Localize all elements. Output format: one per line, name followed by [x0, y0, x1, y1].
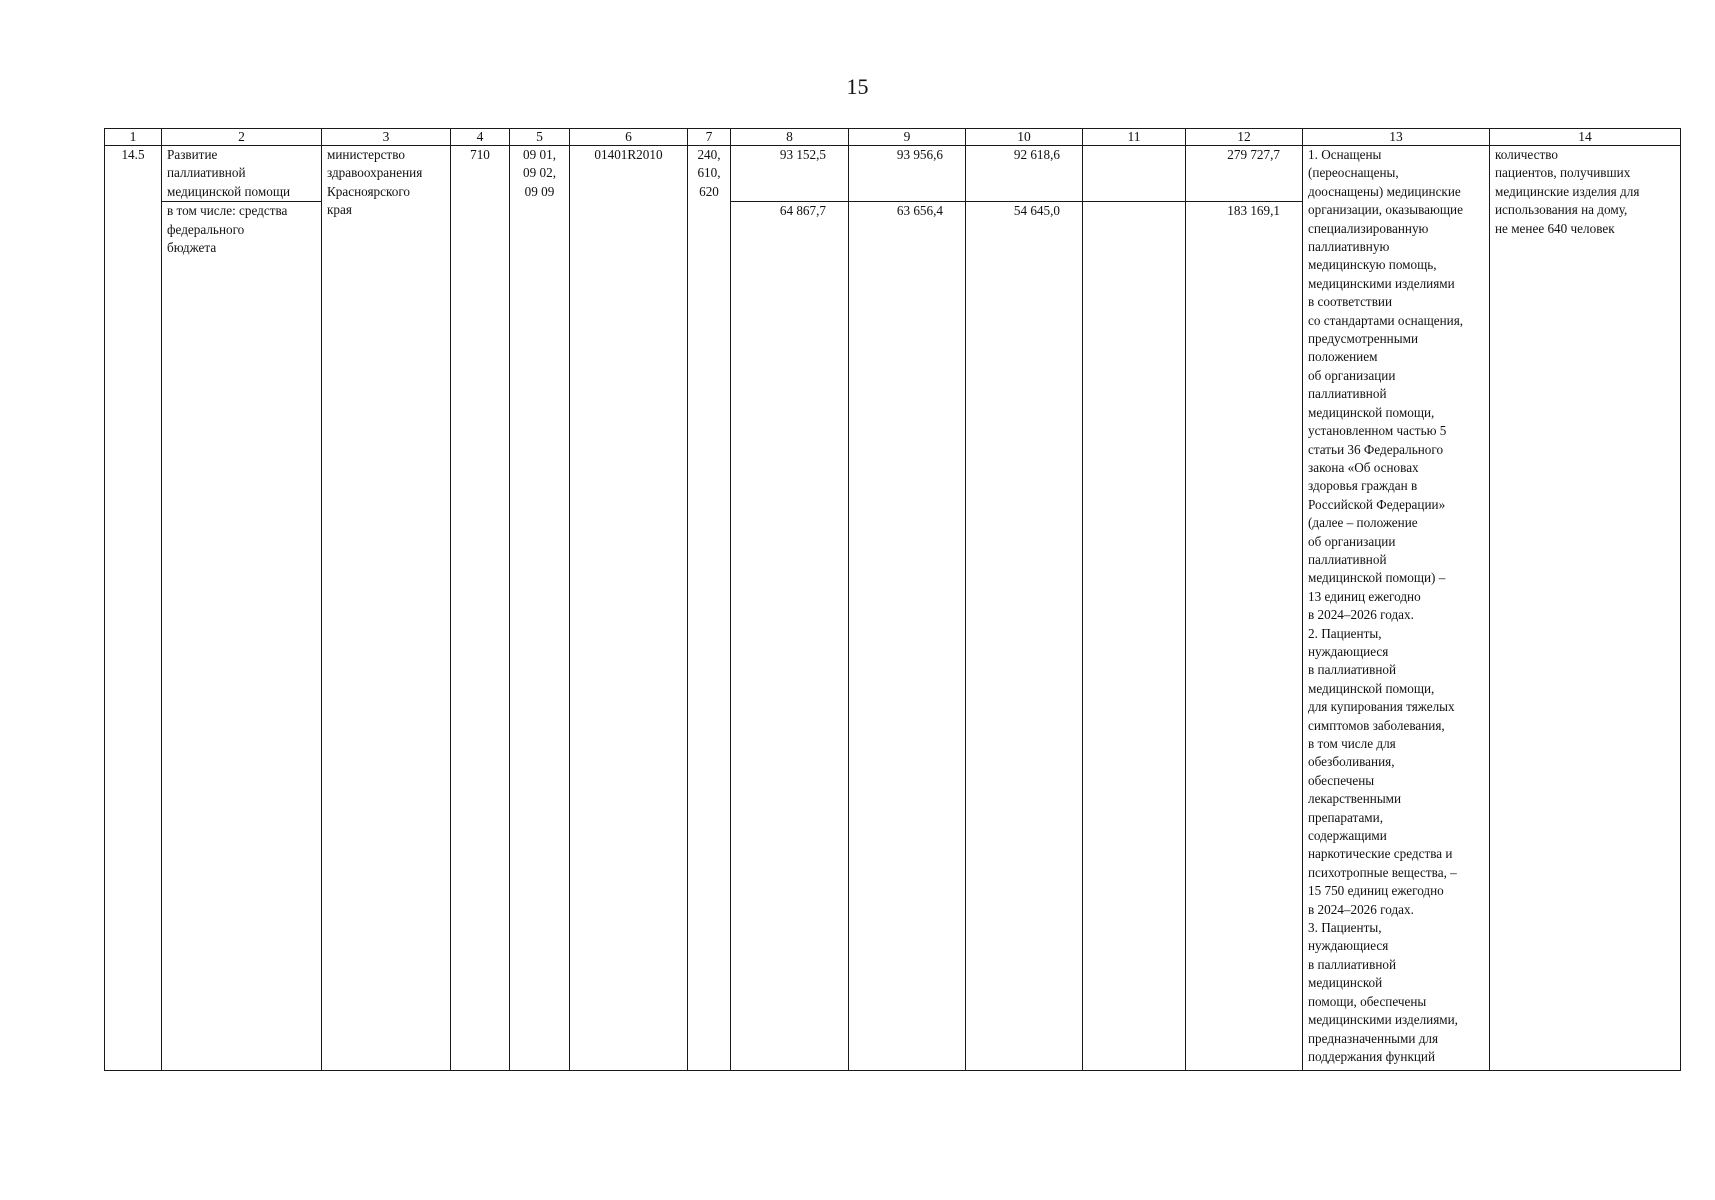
- expense-type-codes: 240, 610, 620: [688, 146, 731, 1071]
- col-header-4: 4: [451, 129, 510, 146]
- target-article-code: 01401R2010: [570, 146, 688, 1071]
- total-sum: 279 727,7: [1186, 146, 1303, 202]
- grbs-code: 710: [451, 146, 510, 1071]
- page-number: 15: [846, 74, 869, 99]
- program-table: [104, 128, 1681, 1071]
- col-header-10: 10: [966, 129, 1083, 146]
- federal-col11: [1083, 202, 1186, 1071]
- col-header-7: 7: [688, 129, 731, 146]
- table-row-total: [105, 146, 1681, 202]
- executor-name: министерство здравоохранения Красноярского края: [322, 146, 451, 1071]
- total-2026: 92 618,6: [966, 146, 1083, 202]
- section-codes: 09 01, 09 02, 09 09: [510, 146, 570, 1071]
- col-header-8: 8: [731, 129, 849, 146]
- col-header-13: 13: [1303, 129, 1490, 146]
- col-header-6: 6: [570, 129, 688, 146]
- federal-2024: 64 867,7: [731, 202, 849, 1071]
- total-2024: 93 152,5: [731, 146, 849, 202]
- col-header-9: 9: [849, 129, 966, 146]
- col-header-3: 3: [322, 129, 451, 146]
- col-header-1: 1: [105, 129, 162, 146]
- expected-result: 1. Оснащены (переоснащены, дооснащены) медицинские организации, оказывающие специализированную паллиативную медицинскую помощь, медицинскими изделиями в соответствии со стандартами оснащения, предусмотренными положением об организации паллиативной медицинской помощи, установленном частью 5 статьи 36 Федерального закона «Об основах здоровья граждан в Российской Федерации» (далее – положение об организации паллиативной медицинской помощи) – 13 единиц ежегодно в 2024–2026 годах. 2. Пациенты, нуждающиеся в паллиативной медицинской помощи, для купирования тяжелых симптомов заболевания, в том числе для обезболивания, обеспечены лекарственными препаратами, содержащими наркотические средства и психотропные вещества, – 15 750 единиц ежегодно в 2024–2026 годах. 3. Пациенты, нуждающиеся в паллиативной медицинской помощи, обеспечены медицинскими изделиями, предназначенными для поддержания функций: [1303, 146, 1490, 1071]
- federal-2026: 54 645,0: [966, 202, 1083, 1071]
- indicator-text: количество пациентов, получивших медицинские изделия для использования на дому, не менее 640 человек: [1490, 146, 1681, 1071]
- col-header-2: 2: [162, 129, 322, 146]
- federal-budget-label: в том числе: средства федерального бюджета: [162, 202, 322, 1071]
- total-col11: [1083, 146, 1186, 202]
- col-header-5: 5: [510, 129, 570, 146]
- total-2025: 93 956,6: [849, 146, 966, 202]
- column-number-row: [105, 129, 1681, 146]
- event-name: Развитие паллиативной медицинской помощи: [162, 146, 322, 202]
- col-header-11: 11: [1083, 129, 1186, 146]
- col-header-12: 12: [1186, 129, 1303, 146]
- col-header-14: 14: [1490, 129, 1681, 146]
- row-id: 14.5: [105, 146, 162, 1071]
- federal-sum: 183 169,1: [1186, 202, 1303, 1071]
- federal-2025: 63 656,4: [849, 202, 966, 1071]
